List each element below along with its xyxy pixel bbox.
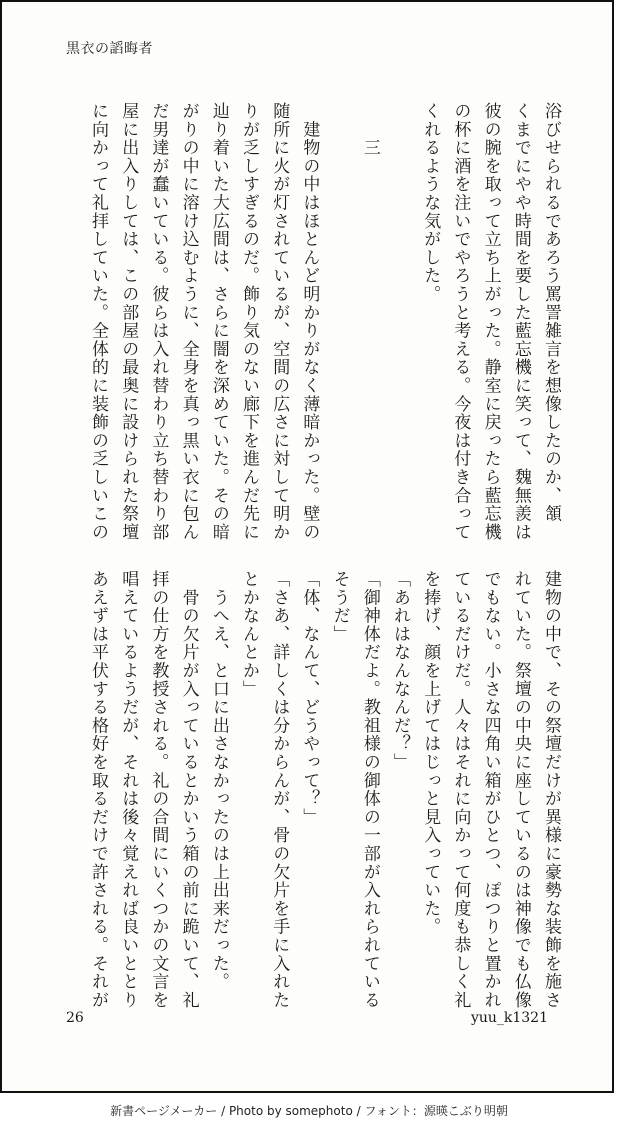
page-number: 26 [66,1010,84,1026]
credit-line: 新書ページメーカー / Photo by somephoto / フォント：源暎こぶり明朝 [110,1104,508,1118]
text-column: に向かって礼拝していた。全体的に装飾の乏しいこの [88,102,108,542]
author-id: yuu_k1321 [470,1010,548,1026]
text-column: 建物の中はほとんど明かりがなく薄暗かった。壁の [299,102,320,542]
text-column: 彼の腕を取って立ち上がった。静室に戻ったら藍忘機 [480,102,501,542]
text-column: れていた。祭壇の中央に座しているのは神像でも仏像 [510,570,531,1010]
text-column: くまでにやや時間を要した藍忘機に笑って、魏無羨は [510,102,531,542]
text-column: 「体、なんて、どうやって？」 [299,570,320,827]
text-column: 建物の中で、その祭壇だけが異様に豪勢な装飾を施さ [541,570,561,1010]
text-column: ているだけだ。人々はそれに向かって何度も恭しく礼 [450,570,471,1010]
text-column: うへえ、と口に出さなかったのは上出来だった。 [208,570,229,991]
text-column: りが乏しすぎるのだ。飾り気のない廊下を進んだ先に [239,102,259,542]
text-column: 浴びせられるであろう罵詈雑言を想像したのか、頷 [541,102,561,523]
text-column: 随所に火が灯されているが、空間の広さに対して明か [269,102,290,542]
text-column: 唱えているようだが、それは後々覚えれば良いととり [118,570,139,1010]
text-column: の杯に酒を注いでやろうと考える。今夜は付き合って [450,102,471,542]
upper-text-block [2,102,612,542]
text-column: を捧げ、顔を上げてはじっと見入っていた。 [420,570,441,936]
text-column: あえずは平伏する格好を取るだけで許される。それが [88,570,108,1010]
text-column: 三 [359,102,380,157]
lower-text-block [2,570,612,1010]
text-column: 「さあ、詳しくは分からんが、骨の欠片を手に入れた [269,570,290,1010]
text-column: 「あれはなんなんだ？」 [390,570,410,772]
text-column: 辿り着いた大広間は、さらに闇を深めていた。その暗 [208,102,229,542]
text-column: 骨の欠片が入っているとかいう箱の前に跪いて、礼 [178,570,199,1010]
text-column: がりの中に溶け込むように、全身を真っ黒い衣に包ん [178,102,199,542]
text-column: でもない。小さな四角い箱がひとつ、ぽつりと置かれ [480,570,501,1010]
text-column: 拝の仕方を教授される。礼の合間にいくつかの文言を [148,570,169,1010]
text-column: くれるような気がした。 [420,102,441,304]
text-column: 「御神体だよ。教祖様の御体の一部が入れられている [359,570,380,1010]
text-column: だ男達が蠢いている。彼らは入れ替わり立ち替わり部 [148,102,169,542]
text-column: とかなんとか」 [239,570,259,699]
text-column: そうだ」 [329,570,350,644]
running-header-title: 黒衣の謟晦者 [66,41,153,57]
text-column: 屋に出入りしては、この部屋の最奥に設けられた祭壇 [118,102,139,542]
